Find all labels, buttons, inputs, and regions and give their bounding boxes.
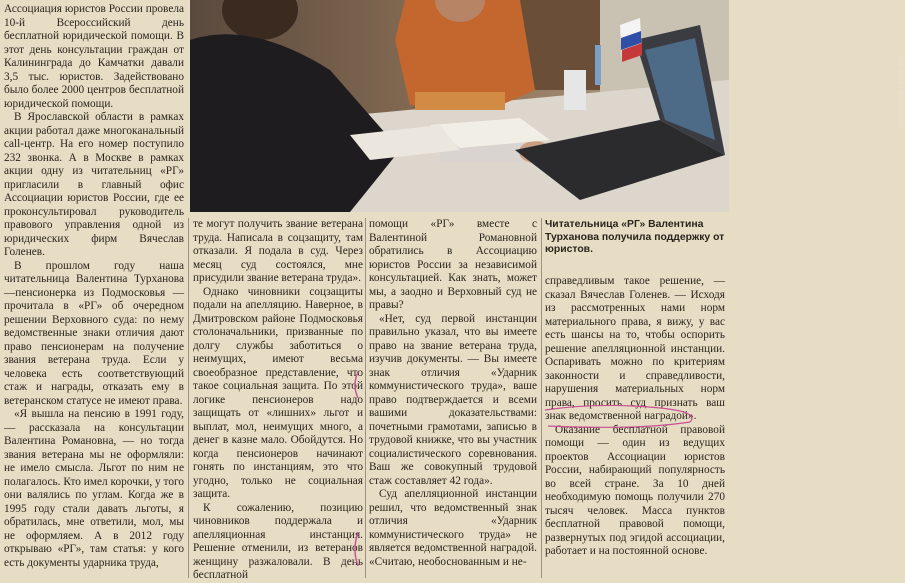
paragraph: «Я вышла на пенсию в 1991 году, — рассказала на консультации Валентина Романовна, — но тогда звания ветерана мы не оформляли: не имело смысла. Льгот по ним не полагалось. Кто имел корочки, у того они валялись по углам. Когда же в 1995 году стали давать льготы, я обратилась, мне ответили, мол, мы не оформляем. А в 2012 году открываю «РГ», там статья: у кого есть документы ударника труда, bbox=[4, 408, 184, 569]
photo-caption: Читательница «РГ» Валентина Турханова получила поддержку от юристов. bbox=[545, 219, 725, 256]
paragraph: «Нет, суд первой инстанции правильно указал, что вы имеете право на звание ветерана труда, изучив документы. — Вы имеете знак отличия «Ударник коммунистического труда», ваше право подтверждается и всеми вашими доказательствами: почетными грамотами, записью в трудовой книжке, что вы участник социалистического соревнования. Ваш же совокупный трудовой стаж составляет 42 года». bbox=[369, 312, 537, 487]
paragraph: К сожалению, позицию чиновников поддержала и апелляционная инстанция. Решение отменили, из ветеранов женщину разжаловали. В день бесплатной bbox=[193, 501, 363, 581]
photo-credit: ВЛАДИСЛАВ КУЗНЕЦОВ bbox=[899, 54, 905, 128]
paragraph: помощи «РГ» вместе с Валентиной Романовной обратились в Ассоциацию юристов России за независимой консультацией. Как знать, может мы, а заодно и Верховный суд не правы? bbox=[369, 218, 537, 311]
paragraph: Оказание бесплатной правовой помощи — один из ведущих проектов Ассоциации юристов России, набирающий популярность во всей стране. За 10 дней необходимую помощь получили 270 тысяч человек. Масса пунктов бесплатной правовой помощи, развернутых под эгидой ассоциации, работает и на постоянной основе. bbox=[545, 423, 725, 557]
paragraph: Однако чиновники соцзащиты подали на апелляцию. Наверное, в Дмитровском районе Подмосковья столоначальники, призванные по долгу службы заботиться о неимущих, имеют весьма своеобразное представление, что такое социальная защита. По этой логике пенсионеров надо защищать от «лишних» льгот и выплат, мол, неимущих много, а денег в казне мало. Обойдутся. Но когда пенсионеров начинают гонять по инстанциям, это что угодно, только не социальная защита. bbox=[193, 285, 363, 500]
paragraph: справедливым такое решение, — сказал Вячеслав Голенев. — Исходя из рассмотренных нами норм материального права, я вижу, у вас есть шансы на то, чтобы оспорить решение апелляционной инстанции. Оспаривать можно по критериям законности и справедливости, нарушения материальных норм права, просить суд признать ваш знак ведомственной наградой». bbox=[545, 275, 725, 422]
paragraph: те могут получить звание ветерана труда. Написала в соцзащиту, там отказали. Я подала в суд. Через месяц суд состоялся, мне присудили звание ветерана труда». bbox=[193, 218, 363, 284]
paragraph: Ассоциация юристов России провела 10-й Всероссийский день бесплатной юридической помощи. В этот день консультации граждан от Калининграда до Камчатки давали 3,5 тыс. юристов. Задействовано было более 2000 центров бесплатной юридической помощи. bbox=[4, 3, 184, 110]
paragraph: В Ярославской области в рамках акции работал даже многоканальный call-центр. На его номер поступило 232 звонка. А в Москве в рамках акции одну из читательниц «РГ» пригласили в главный офис Ассоциации юристов России, где ее проконсультировал руководитель правового управления одной из юридических фирм Вячеслав Голенев. bbox=[4, 111, 184, 258]
paragraph: В прошлом году наша читательница Валентина Турханова —пенсионерка из Подмосковья — прочитала в «РГ» об очередном решении Верховного суда: по нему ведомственные знаки отличия дают право пенсионерам на получение звания ветерана труда. Если у человека есть соответствующий стаж и награды, отказать ему в ветеранском статусе не имеют права. bbox=[4, 259, 184, 407]
paragraph: Суд апелляционной инстанции решил, что ведомственный знак отличия «Ударник коммунистического труда» не является ведомственной наградой. «Считаю, необоснованным и не- bbox=[369, 488, 537, 568]
